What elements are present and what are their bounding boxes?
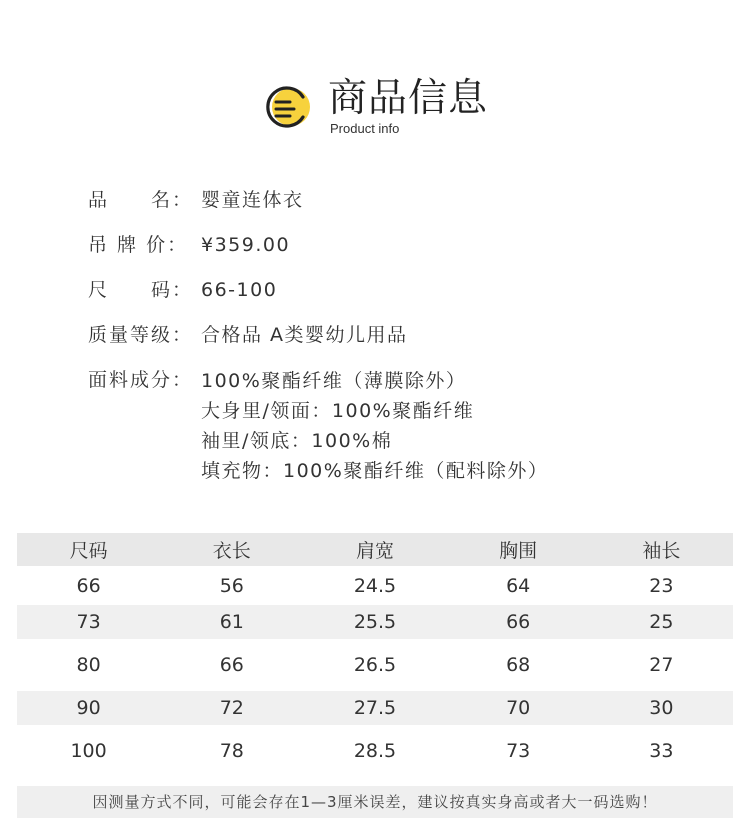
table-cell: 73 xyxy=(17,605,160,639)
info-label: 品 名： xyxy=(88,189,194,211)
table-cell: 68 xyxy=(506,654,531,676)
info-value: 66-100 xyxy=(201,279,278,301)
info-value: 婴童连体衣 xyxy=(201,189,304,211)
fabric-line: 填充物：100%聚酯纤维（配料除外） xyxy=(201,460,549,482)
column-header: 尺码 xyxy=(17,533,160,566)
info-label: 质量等级： xyxy=(88,324,194,346)
info-label: 尺 码： xyxy=(88,279,194,301)
table-cell: 66 xyxy=(447,605,590,639)
document-lines-icon xyxy=(264,84,314,134)
table-cell: 25 xyxy=(590,605,733,639)
table-cell: 66 xyxy=(76,574,101,597)
column-header: 衣长 xyxy=(160,533,303,566)
table-cell: 73 xyxy=(506,740,531,762)
size-table xyxy=(17,533,733,777)
table-cell: 70 xyxy=(447,691,590,725)
fabric-line: 大身里/领面：100%聚酯纤维 xyxy=(201,400,475,422)
table-cell: 64 xyxy=(506,574,531,597)
section-subtitle: Product info xyxy=(330,121,400,136)
table-cell: 27 xyxy=(649,654,674,676)
table-cell: 61 xyxy=(160,605,303,639)
table-row xyxy=(17,691,733,725)
table-cell: 72 xyxy=(160,691,303,725)
fabric-lines xyxy=(201,366,548,486)
table-row xyxy=(17,605,733,639)
measurement-note: 因测量方式不同，可能会存在1—3厘米误差，建议按真实身高或者大一码选购！ xyxy=(17,786,733,818)
info-label: 面料成分： xyxy=(88,369,194,391)
table-cell: 33 xyxy=(649,740,674,762)
fabric-line: 100%聚酯纤维（薄膜除外） xyxy=(201,370,467,392)
table-cell: 80 xyxy=(76,654,101,676)
section-header xyxy=(264,76,504,140)
table-row xyxy=(17,639,733,691)
fabric-line: 袖里/领底：100%棉 xyxy=(201,430,393,452)
table-cell: 24.5 xyxy=(353,574,397,597)
table-cell: 100 xyxy=(70,740,107,762)
table-cell: 23 xyxy=(649,574,674,597)
table-row xyxy=(17,566,733,605)
table-cell: 56 xyxy=(219,574,244,597)
table-cell: 25.5 xyxy=(303,605,446,639)
table-cell: 28.5 xyxy=(353,740,397,762)
table-cell: 78 xyxy=(219,740,244,762)
info-value: 合格品 A类婴幼儿用品 xyxy=(201,324,408,346)
table-cell: 30 xyxy=(590,691,733,725)
column-header: 袖长 xyxy=(590,533,733,566)
table-header-row xyxy=(17,533,733,566)
column-header: 胸围 xyxy=(447,533,590,566)
table-cell: 66 xyxy=(219,654,244,676)
section-title: 商品信息 xyxy=(328,76,489,121)
table-row xyxy=(17,725,733,777)
table-cell: 26.5 xyxy=(353,654,397,676)
info-value: ¥359.00 xyxy=(201,234,291,256)
column-header: 肩宽 xyxy=(303,533,446,566)
info-label: 吊 牌 价： xyxy=(88,234,189,256)
table-cell: 90 xyxy=(17,691,160,725)
table-cell: 27.5 xyxy=(303,691,446,725)
